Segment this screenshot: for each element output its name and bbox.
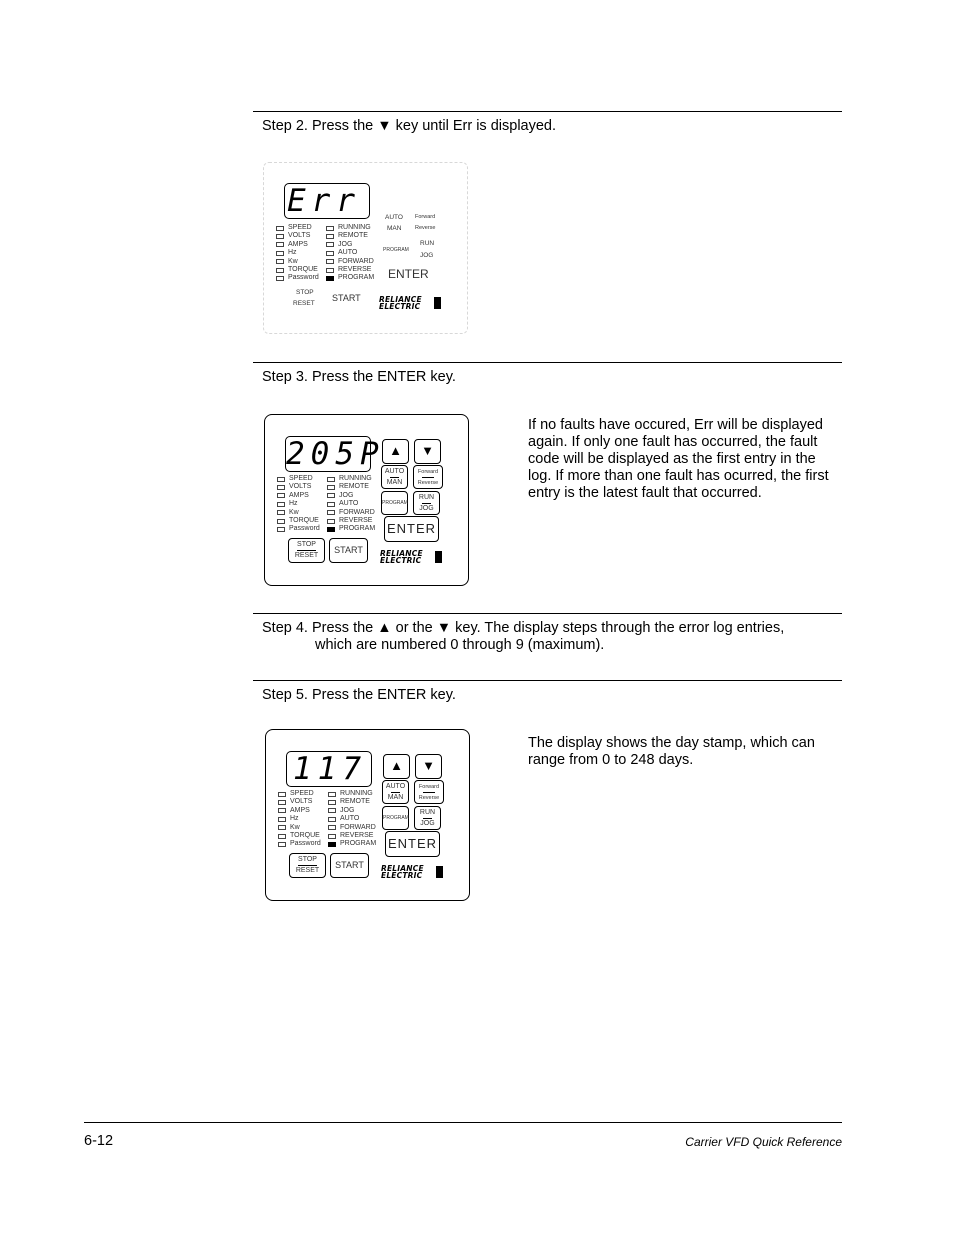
led-label: AUTO bbox=[338, 249, 358, 257]
enter-label: ENTER bbox=[388, 267, 429, 281]
logo-mark bbox=[434, 297, 441, 309]
section-divider bbox=[253, 362, 842, 363]
down-key[interactable] bbox=[415, 754, 442, 779]
jog-label: JOG bbox=[420, 252, 434, 259]
document-title: Carrier VFD Quick Reference bbox=[685, 1135, 842, 1149]
man-label: MAN bbox=[386, 478, 403, 486]
stop-label: STOP bbox=[297, 541, 316, 548]
led-row bbox=[278, 798, 321, 806]
led-list-right bbox=[328, 790, 376, 849]
forward-label: Forward bbox=[418, 783, 440, 790]
led-indicator bbox=[276, 251, 284, 256]
led-label: SPEED bbox=[288, 224, 312, 231]
led-label: TORQUE bbox=[289, 516, 319, 524]
start-label: START bbox=[332, 293, 361, 303]
led-row bbox=[328, 832, 376, 840]
led-row bbox=[276, 249, 319, 257]
led-label: PROGRAM bbox=[338, 274, 375, 282]
start-key[interactable] bbox=[329, 538, 368, 563]
led-label: AUTO bbox=[340, 815, 360, 823]
led-row bbox=[278, 840, 321, 848]
auto-label: AUTO bbox=[385, 782, 406, 790]
led-indicator bbox=[278, 825, 286, 830]
forward-label: Forward bbox=[417, 468, 439, 475]
step-4-line-2: which are numbered 0 through 9 (maximum). bbox=[315, 637, 605, 653]
led-label: Password bbox=[288, 274, 319, 282]
led-indicator bbox=[328, 834, 336, 839]
stop-label: STOP bbox=[296, 289, 314, 296]
led-row bbox=[326, 224, 374, 232]
led-label: VOLTS bbox=[289, 483, 312, 491]
step-5-note: The display shows the day stamp, which can range from 0 to 248 days. bbox=[528, 735, 815, 768]
reverse-label: Reverse bbox=[417, 479, 439, 486]
auto-man-key[interactable] bbox=[382, 780, 409, 804]
led-indicator bbox=[277, 502, 285, 507]
lcd-display bbox=[284, 183, 370, 219]
reliance-logo-icon bbox=[379, 296, 422, 310]
logo-text-2: ELECTRIC bbox=[379, 302, 421, 311]
led-row bbox=[328, 807, 376, 815]
led-label: PROGRAM bbox=[339, 525, 376, 533]
led-indicator bbox=[326, 251, 334, 256]
led-label: Hz bbox=[288, 249, 297, 257]
program-key[interactable] bbox=[381, 491, 408, 515]
led-row bbox=[327, 483, 375, 491]
led-indicator bbox=[326, 242, 334, 247]
led-indicator bbox=[278, 792, 286, 797]
led-row bbox=[327, 492, 375, 500]
led-label: REMOTE bbox=[340, 798, 370, 806]
led-label: RUNNING bbox=[338, 224, 371, 231]
down-arrow-icon: ▼ bbox=[421, 443, 434, 458]
led-label: REMOTE bbox=[338, 232, 368, 240]
up-key[interactable] bbox=[383, 754, 410, 779]
led-label: AMPS bbox=[289, 491, 309, 499]
led-label: Hz bbox=[290, 815, 299, 823]
led-row bbox=[277, 517, 320, 525]
led-indicator bbox=[278, 800, 286, 805]
led-label: Hz bbox=[289, 500, 298, 508]
run-jog-key[interactable] bbox=[414, 806, 441, 830]
led-label: AMPS bbox=[290, 806, 310, 814]
reset-label: RESET bbox=[293, 300, 315, 307]
run-label: RUN bbox=[418, 493, 435, 501]
led-row bbox=[326, 232, 374, 240]
led-row bbox=[276, 258, 319, 266]
run-jog-key[interactable] bbox=[413, 491, 440, 515]
led-row bbox=[278, 832, 321, 840]
step-4-text bbox=[262, 620, 842, 654]
led-row bbox=[327, 475, 375, 483]
lcd-display bbox=[285, 436, 385, 472]
led-list-left bbox=[277, 475, 320, 534]
led-label: VOLTS bbox=[290, 798, 313, 806]
reset-label: RESET bbox=[295, 867, 320, 874]
led-label: Password bbox=[289, 525, 320, 533]
led-label: AMPS bbox=[288, 240, 308, 248]
reliance-logo-icon bbox=[381, 865, 424, 879]
program-label: PROGRAM bbox=[383, 247, 409, 253]
led-indicator bbox=[326, 259, 334, 264]
led-indicator bbox=[326, 226, 334, 231]
led-label: Kw bbox=[288, 257, 298, 265]
led-label: SPEED bbox=[290, 790, 314, 797]
logo-mark bbox=[436, 866, 443, 878]
auto-label: AUTO bbox=[385, 214, 403, 221]
program-label: PROGRAM bbox=[382, 500, 408, 506]
keypad-panel-205p bbox=[264, 414, 469, 586]
led-indicator bbox=[278, 817, 286, 822]
led-indicator bbox=[278, 808, 286, 813]
start-label: START bbox=[334, 545, 363, 555]
jog-label: JOG bbox=[420, 819, 435, 827]
led-row bbox=[277, 509, 320, 517]
led-list-left bbox=[278, 790, 321, 849]
led-indicator bbox=[328, 808, 336, 813]
lcd-readout: Err bbox=[287, 183, 361, 219]
led-row bbox=[327, 517, 375, 525]
led-indicator bbox=[276, 234, 284, 239]
keypad-panel-117 bbox=[265, 729, 470, 901]
led-row bbox=[278, 815, 321, 823]
led-indicator bbox=[276, 276, 284, 281]
led-row bbox=[278, 824, 321, 832]
led-label: REMOTE bbox=[339, 483, 369, 491]
led-row bbox=[328, 790, 376, 798]
led-row bbox=[327, 525, 375, 533]
section-divider bbox=[253, 111, 842, 112]
start-label: START bbox=[335, 860, 364, 870]
auto-man-key[interactable] bbox=[381, 465, 408, 489]
led-row bbox=[326, 249, 374, 257]
program-key[interactable] bbox=[382, 806, 409, 830]
led-label: VOLTS bbox=[288, 232, 311, 240]
led-label: FORWARD bbox=[338, 257, 374, 265]
led-indicator bbox=[327, 493, 335, 498]
led-row bbox=[278, 807, 321, 815]
led-label: REVERSE bbox=[338, 265, 372, 273]
up-arrow-icon: ▲ bbox=[390, 758, 403, 773]
stop-reset-key[interactable] bbox=[289, 853, 326, 878]
led-label: FORWARD bbox=[339, 508, 375, 516]
led-label: FORWARD bbox=[340, 823, 376, 831]
down-key[interactable] bbox=[414, 439, 441, 464]
led-row bbox=[276, 224, 319, 232]
led-row bbox=[277, 475, 320, 483]
led-label: JOG bbox=[339, 491, 354, 499]
led-label: SPEED bbox=[289, 475, 313, 482]
led-row bbox=[328, 798, 376, 806]
logo-text-2: ELECTRIC bbox=[381, 871, 423, 880]
forward-label: Forward bbox=[415, 214, 436, 220]
led-row bbox=[276, 232, 319, 240]
led-row bbox=[277, 500, 320, 508]
led-row bbox=[326, 258, 374, 266]
led-label: RUNNING bbox=[339, 475, 372, 482]
enter-label: ENTER bbox=[387, 836, 438, 851]
reverse-label: Reverse bbox=[415, 225, 436, 231]
led-indicator bbox=[276, 242, 284, 247]
led-indicator bbox=[277, 510, 285, 515]
led-indicator bbox=[328, 842, 336, 847]
led-row bbox=[277, 492, 320, 500]
auto-label: AUTO bbox=[384, 467, 405, 475]
step-3-text: Step 3. Press the ENTER key. bbox=[262, 369, 456, 385]
led-indicator bbox=[328, 817, 336, 822]
forward-reverse-key[interactable] bbox=[414, 780, 444, 804]
led-row bbox=[326, 241, 374, 249]
lcd-display bbox=[286, 751, 372, 787]
enter-key[interactable] bbox=[384, 516, 439, 542]
footer-divider bbox=[84, 1122, 842, 1123]
logo-text-1: RELIANCE bbox=[380, 549, 423, 558]
led-list-right bbox=[327, 475, 375, 534]
led-indicator bbox=[277, 485, 285, 490]
reset-label: RESET bbox=[294, 552, 319, 559]
led-label: REVERSE bbox=[339, 516, 373, 524]
led-row bbox=[276, 266, 319, 274]
section-divider bbox=[253, 680, 842, 681]
led-indicator bbox=[328, 825, 336, 830]
led-row bbox=[328, 840, 376, 848]
led-indicator bbox=[276, 259, 284, 264]
keypad-panel-err bbox=[263, 162, 468, 334]
logo-text-1: RELIANCE bbox=[379, 295, 422, 304]
logo-text-1: RELIANCE bbox=[381, 864, 424, 873]
led-indicator bbox=[277, 519, 285, 524]
man-label: MAN bbox=[387, 225, 402, 232]
led-row bbox=[328, 824, 376, 832]
led-label: Password bbox=[290, 840, 321, 848]
led-indicator bbox=[328, 792, 336, 797]
run-label: RUN bbox=[419, 808, 436, 816]
led-indicator bbox=[326, 276, 334, 281]
jog-label: JOG bbox=[419, 504, 434, 512]
logo-mark bbox=[435, 551, 442, 563]
step-3-note: If no faults have occured, Err will be displayed again. If only one fault has occurred, the fault code will be displayed as the first entry in the log. If more than one fault has ocurred, the first entry is the latest fault that occurred. bbox=[528, 417, 829, 501]
step-5-text: Step 5. Press the ENTER key. bbox=[262, 687, 456, 703]
led-row bbox=[326, 274, 374, 282]
led-label: JOG bbox=[338, 240, 353, 248]
led-row bbox=[277, 525, 320, 533]
led-row bbox=[277, 483, 320, 491]
led-indicator bbox=[278, 834, 286, 839]
step-4-line-1: Step 4. Press the ▲ or the ▼ key. The display steps through the error log entries, bbox=[262, 620, 785, 636]
section-divider bbox=[253, 613, 842, 614]
led-label: JOG bbox=[340, 806, 355, 814]
led-label: Kw bbox=[290, 823, 300, 831]
stop-label: STOP bbox=[298, 856, 317, 863]
led-row bbox=[276, 274, 319, 282]
led-indicator bbox=[277, 527, 285, 532]
step-2-text: Step 2. Press the ▼ key until Err is displayed. bbox=[262, 118, 557, 134]
man-label: MAN bbox=[387, 793, 404, 801]
enter-label: ENTER bbox=[386, 521, 437, 536]
up-arrow-icon: ▲ bbox=[389, 443, 402, 458]
forward-reverse-key[interactable] bbox=[413, 465, 443, 489]
led-label: RUNNING bbox=[340, 790, 373, 797]
led-indicator bbox=[327, 502, 335, 507]
led-indicator bbox=[327, 477, 335, 482]
up-key[interactable] bbox=[382, 439, 409, 464]
led-indicator bbox=[327, 519, 335, 524]
led-indicator bbox=[328, 800, 336, 805]
led-indicator bbox=[326, 268, 334, 273]
led-row bbox=[327, 509, 375, 517]
led-label: Kw bbox=[289, 508, 299, 516]
led-indicator bbox=[278, 842, 286, 847]
lcd-readout: 117 bbox=[293, 751, 367, 787]
led-indicator bbox=[277, 493, 285, 498]
logo-text-2: ELECTRIC bbox=[380, 556, 422, 565]
led-label: PROGRAM bbox=[340, 840, 377, 848]
lcd-readout: 205P bbox=[286, 436, 385, 472]
led-row bbox=[326, 266, 374, 274]
reverse-label: Reverse bbox=[418, 794, 440, 801]
led-label: TORQUE bbox=[290, 831, 320, 839]
led-list-right bbox=[326, 224, 374, 283]
enter-key[interactable] bbox=[385, 831, 440, 857]
led-indicator bbox=[327, 527, 335, 532]
led-label: REVERSE bbox=[340, 831, 374, 839]
program-label: PROGRAM bbox=[383, 815, 409, 821]
led-indicator bbox=[277, 477, 285, 482]
stop-reset-key[interactable] bbox=[288, 538, 325, 563]
led-indicator bbox=[327, 510, 335, 515]
page-number: 6-12 bbox=[84, 1133, 114, 1149]
led-list-left bbox=[276, 224, 319, 283]
led-row bbox=[328, 815, 376, 823]
led-indicator bbox=[276, 268, 284, 273]
led-indicator bbox=[276, 226, 284, 231]
led-label: TORQUE bbox=[288, 265, 318, 273]
reliance-logo-icon bbox=[380, 550, 423, 564]
led-row bbox=[327, 500, 375, 508]
led-indicator bbox=[326, 234, 334, 239]
start-key[interactable] bbox=[330, 853, 369, 878]
led-row bbox=[278, 790, 321, 798]
led-indicator bbox=[327, 485, 335, 490]
run-label: RUN bbox=[420, 240, 435, 247]
down-arrow-icon: ▼ bbox=[422, 758, 435, 773]
led-label: AUTO bbox=[339, 500, 359, 508]
led-row bbox=[276, 241, 319, 249]
